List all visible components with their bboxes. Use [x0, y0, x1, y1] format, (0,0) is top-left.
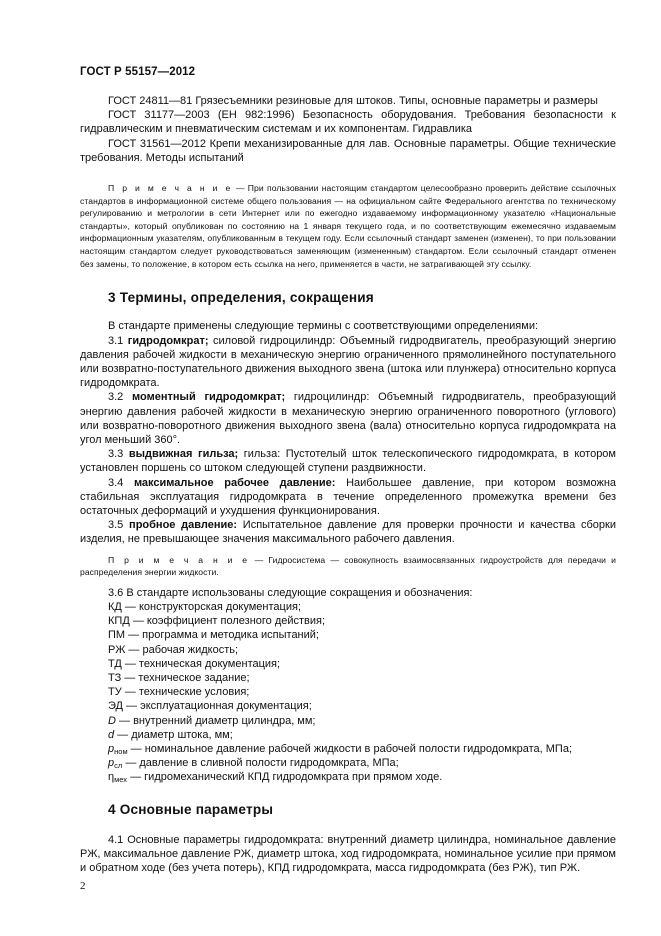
term-3-3: 3.3 выдвижная гильза; гильза: Пустотелый шток телескопического гидродомкрата, в котором установлен поршень со штоком следующей ступени раздвижности. — [80, 448, 616, 475]
abbreviation-item: ПМ — программа и методика испытаний; — [108, 629, 319, 642]
abbreviation-item: КПД — коэффициент полезного действия; — [108, 615, 326, 628]
term-3-5: 3.5 пробное давление: Испытательное давление для проверки прочности и качества сборки изделия, не превышающее значения максимального рабочего давления. — [80, 519, 616, 546]
abbreviation-item: ЭД — эксплуатационная документация; — [108, 700, 312, 713]
term-name: гидродомкрат; — [127, 334, 209, 347]
abbreviation-item: ТУ — технические условия; — [108, 686, 250, 699]
section-4-heading: 4 Основные параметры — [108, 801, 274, 817]
abbreviation-item: КД — конструкторская документация; — [108, 601, 301, 614]
reference-item: ГОСТ 31177—2003 (ЕН 982:1996) Безопасность оборудования. Требования безопасности к гидравлическим и пневматическим системам и их компонентам. Гидравлика — [80, 109, 616, 136]
symbol-item: D — внутренний диаметр цилиндра, мм; — [108, 714, 316, 727]
note-text: — Гидросистема — совокупность взаимосвязанных гидроустройств для передачи и распределения энергии жидкости. — [80, 554, 616, 578]
section-4-paragraph: 4.1 Основные параметры гидродомкрата: внутренний диаметр цилиндра, номинальное давление РЖ, максимальное давление РЖ, диаметр штока, ход гидродомкрата, номинальное усилие при прямом и обратном ходе (без учета потерь), КПД гидродомкрата, масса гидродомкрата (без РЖ), тип РЖ. — [80, 833, 616, 875]
reference-item: ГОСТ 24811—81 Грязесъемники резиновые для штоков. Типы, основные параметры и размеры — [108, 95, 598, 107]
term-definition: гидроцилиндр: Объемный гидродвигатель, преобразующий энергию давления рабочей жидкости в механическую энергию ограниченного поворотного (углового) или возвратно-поворотного движения выходного звена (вала) относительно корпуса гидродомкрата на угол меньший 360°. — [80, 391, 617, 446]
symbol-item: $p_{ном}$ — номинальное давление рабочей жидкости в рабочей полости гидродомкрата, МПа; — [108, 743, 573, 757]
normative-references — [80, 94, 616, 165]
term-3-1: 3.1 гидродомкрат; силовой гидроцилиндр: Объемный гидродвигатель, преобразующий энергию давления рабочей жидкости в механическую энергию ограниченного прямолинейного поступательного или возвратно-поступательного движения выходного звена (штока или плунжера) относительно корпуса гидродомкрата. — [80, 334, 616, 390]
abbreviation-item: ТД — техническая документация; — [108, 657, 281, 670]
note-label: П р и м е ч а н и е — [108, 554, 250, 565]
page-content — [80, 94, 616, 875]
note-label: П р и м е ч а н и е — [108, 183, 233, 194]
term-name: моментный гидродомкрат; — [132, 391, 286, 404]
document-header: ГОСТ Р 55157—2012 — [80, 66, 196, 78]
section-3-intro: В стандарте применены следующие термины с соответствующими определениями: — [108, 320, 539, 333]
reference-item: ГОСТ 31561—2012 Крепи механизированные для лав. Основные параметры. Общие технические требования. Методы испытаний — [80, 137, 616, 164]
abbreviations-list — [80, 586, 616, 785]
term-definition: силовой гидроцилиндр: Объемный гидродвигатель, преобразующий энергию давления рабочей жидкости в механическую энергию ограниченного прямолинейного поступательного или возвратно-поступательного движения выходного звена (штока или плунжера) относительно корпуса гидродомкрата. — [80, 334, 616, 390]
term-name: выдвижная гильза; — [128, 448, 239, 461]
symbol-item: d — диаметр штока, мм; — [108, 728, 233, 741]
term-definition: Наибольшее давление, при котором возможна стабильная эксплуатация гидродомкрата в течение определенного промежутка времени без остаточных деформаций и ухудшения функционирования. — [80, 476, 617, 518]
term-definition: Испытательное давление для проверки прочности и качества сборки изделия, не превышающее значения максимального рабочего давления. — [80, 519, 616, 546]
abbreviation-item: ТЗ — техническое задание; — [108, 672, 250, 685]
note-text: — При пользовании настоящим стандартом целесообразно проверить действие ссылочных стандартов в информационной системе общего пользования — на официальном сайте Федерального агентства по техническому регулированию и метрологии в сети Интернет или по ежегодно издаваемому информационному указателю «Национальные стандарты», который опубликован по состоянию на 1 января текущего года, и по соответствующим ежемесячно издаваемым информационным указателям, опубликованным в текущем году. Если ссылочный стандарт заменен (изменен), то при пользовании настоящим стандартом следует руководствоваться заменяющим (измененным) стандартом. Если ссылочный стандарт отменен без замены, то положение, в котором есть ссылка на него, применяется в части, не затрагивающей эту ссылку. — [80, 183, 616, 269]
term-definition: гильза: Пустотелый шток телескопического гидродомкрата, в котором установлен поршень со штоком следующей ступени раздвижности. — [80, 448, 616, 475]
symbol-item: $p_{сл}$ — давление в сливной полости гидродомкрата, МПа; — [108, 757, 399, 771]
section-3-heading: 3 Термины, определения, сокращения — [108, 290, 374, 306]
abbreviations-intro: 3.6 В стандарте использованы следующие сокращения и обозначения: — [108, 586, 473, 599]
symbol-item: $\eta_{мех}$ — гидромеханический КПД гидродомкрата при прямом ходе. — [108, 771, 443, 785]
note-references — [80, 182, 616, 270]
term-3-4: 3.4 максимальное рабочее давление: Наибольшее давление, при котором возможна стабильная эксплуатация гидродомкрата в течение определенного промежутка времени без остаточных деформаций и ухудшения функционирования. — [80, 476, 617, 518]
term-3-2: 3.2 моментный гидродомкрат; гидроцилиндр: Объемный гидродвигатель, преобразующий энергию давления рабочей жидкости в механическую энергию ограниченного поворотного (углового) или возвратно-поворотного движения выходного звена (вала) относительно корпуса гидродомкрата на угол меньший 360°. — [80, 391, 617, 446]
term-name: пробное давление: — [129, 519, 238, 532]
page-number: 2 — [80, 880, 86, 892]
term-name: максимальное рабочее давление: — [133, 476, 336, 489]
note-hydrosystem — [80, 554, 616, 579]
abbreviation-item: РЖ — рабочая жидкость; — [108, 643, 239, 656]
